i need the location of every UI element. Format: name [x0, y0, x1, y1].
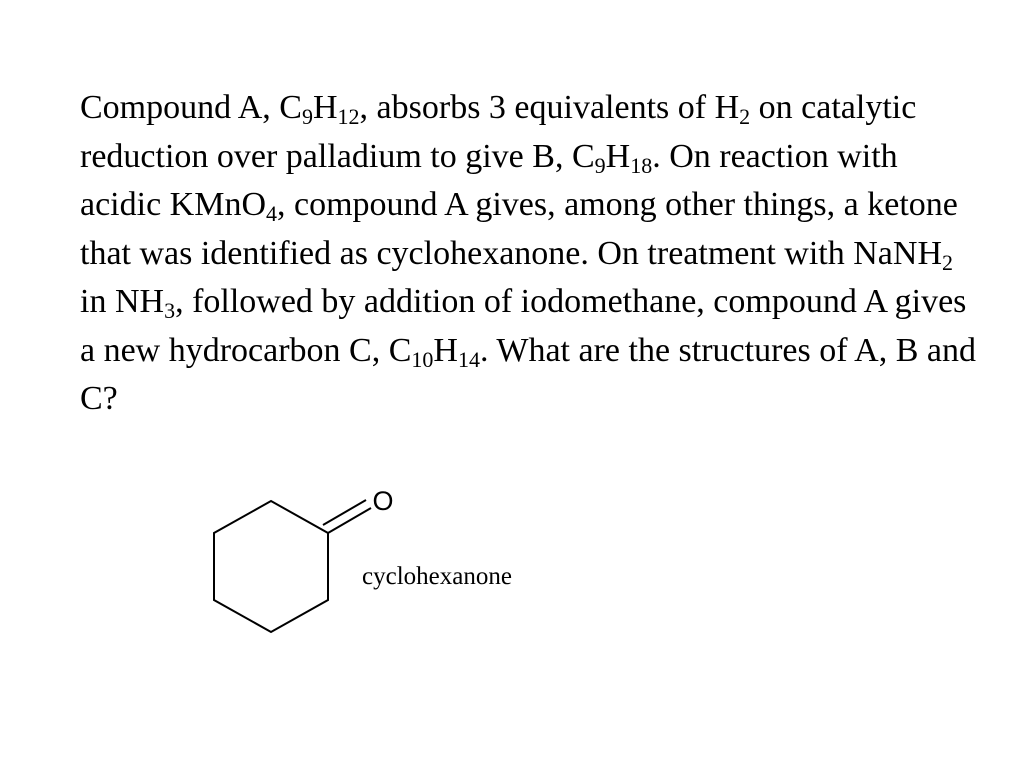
subscript: 18 [630, 152, 653, 178]
problem-text-segment: on catalytic reduction over palladium to give B, C [80, 89, 917, 175]
subscript: 3 [164, 298, 176, 323]
problem-text-segment: in NH [80, 283, 165, 320]
problem-text-segment: . [652, 137, 661, 175]
subscript: 9 [301, 104, 313, 129]
problem-text-segment: , absorbs 3 equivalents of H [359, 89, 740, 126]
problem-text-segment: H [433, 331, 458, 369]
subscript: 9 [594, 152, 606, 178]
problem-text-segment: H [312, 89, 338, 126]
subscript: 12 [337, 104, 360, 129]
carbonyl-bond [323, 500, 366, 525]
problem-text [80, 84, 980, 424]
problem-text-segment: , compound A gives, among other things, a ketone that was identified as cyclohexanone. [80, 186, 958, 272]
problem-text-segment: H [605, 137, 631, 175]
subscript: 4 [266, 201, 278, 226]
problem-text-segment: . What are the structures of A, B and C? [80, 331, 976, 417]
problem-text-segment: , followed by addition of iodomethane, compound A gives a new hydrocarbon C, C [80, 283, 967, 369]
oxygen-label: O [372, 486, 394, 516]
subscript: 10 [411, 346, 434, 372]
subscript: 2 [739, 104, 751, 129]
carbonyl-bond [328, 508, 371, 533]
problem-text-segment: On treatment with NaNH [597, 234, 943, 272]
structure-caption: cyclohexanone [362, 563, 512, 590]
problem-text-segment: On reaction with acidic KMnO [80, 137, 898, 223]
subscript: 14 [457, 346, 480, 372]
problem-text-segment: Compound A, C [80, 89, 302, 126]
cyclohexane-ring [214, 501, 328, 632]
subscript: 2 [942, 249, 954, 275]
